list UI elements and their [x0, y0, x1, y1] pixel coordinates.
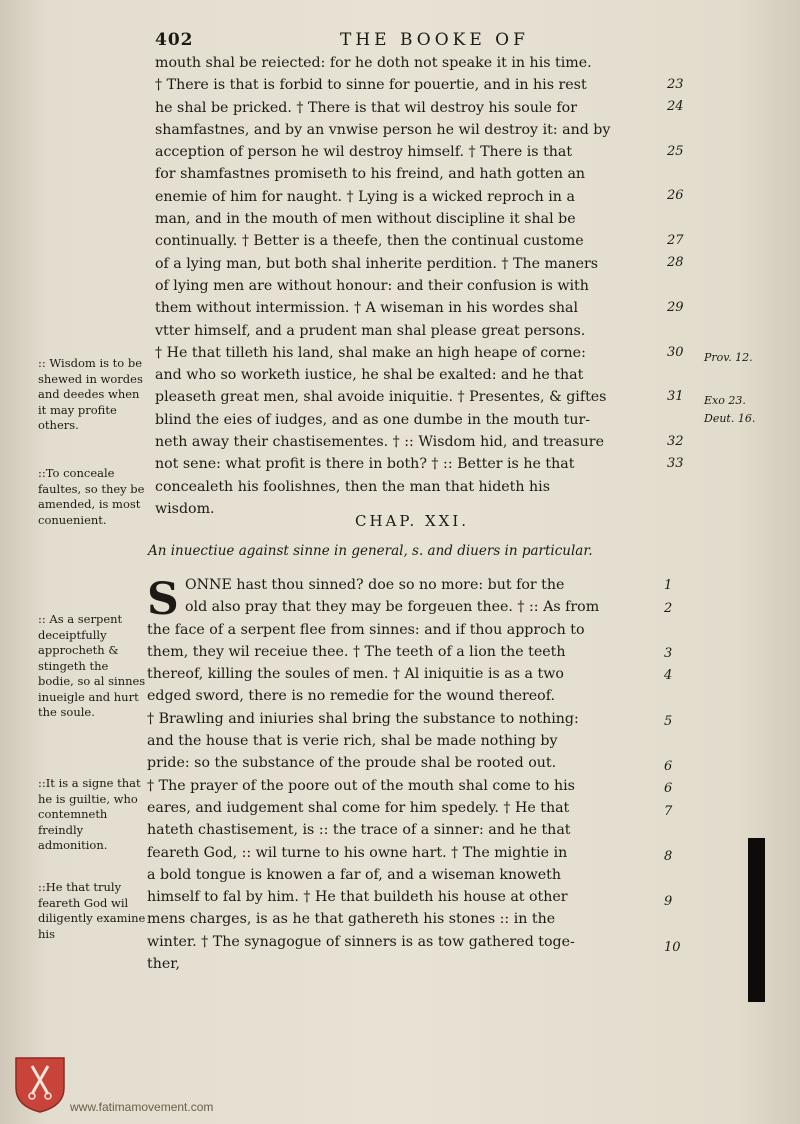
verse-number: 9: [664, 894, 673, 910]
text-line: and the house that is verie rich, shal be made nothing by: [147, 733, 558, 750]
text-line: continually. † Better is a theefe, then the continual custome: [155, 233, 584, 250]
verse-number: 2: [664, 600, 673, 616]
text-line: himself to fal by him. † He that buildeth his house at other: [147, 889, 568, 906]
text-line: a bold tongue is knowen a far of, and a wiseman knoweth: [147, 866, 562, 883]
verse-numbers-chapter: [664, 575, 681, 959]
text-line: pleaseth great men, shal avoide iniquitie. † Presentes, & giftes: [155, 389, 607, 406]
text-line: winter. † The synagogue of sinners is as tow gathered toge-: [147, 933, 575, 950]
verse-number: 24: [667, 99, 684, 115]
verse-number: 8: [664, 849, 673, 865]
cross-reference: Prov. 12.: [704, 351, 753, 364]
papal-seal-icon: [12, 1054, 68, 1114]
page-number: 402: [155, 30, 194, 50]
verse-number: [667, 408, 684, 430]
text-line: the face of a serpent flee from sinnes: and if thou approch to: [147, 621, 585, 638]
text-line: enemie of him for naught. † Lying is a wicked reproch in a: [155, 188, 575, 205]
verse-number: [667, 163, 684, 185]
text-line: them without intermission. † A wiseman in his wordes shal: [155, 300, 579, 317]
text-line: † The prayer of the poore out of the mouth shal come to his: [147, 777, 575, 794]
marginal-note: ::It is a signe that he is guiltie, who contemneth freindly admonition.: [38, 776, 141, 852]
verse-number: 29: [667, 299, 684, 315]
verse-number: 31: [667, 389, 684, 405]
text-line: edged sword, there is no remedie for the wound thereof.: [147, 688, 555, 705]
text-line: † He that tilleth his land, shal make an high heape of corne:: [155, 344, 586, 361]
text-line: pride: so the substance of the proude shal be rooted out.: [147, 755, 557, 772]
verse-number: [667, 119, 684, 141]
cross-reference: Exo 23.: [704, 394, 746, 407]
text-line: man, and in the mouth of men without discipline it shal be: [155, 211, 576, 228]
marginal-note: :: Wisdom is to be shewed in wordes and deedes when it may profite others.: [38, 356, 143, 432]
marginal-note: ::He that truly feareth God wil diligently examine his: [38, 880, 146, 941]
verse-number: 25: [667, 143, 684, 159]
verse-number: 27: [667, 233, 684, 249]
drop-cap: S: [147, 574, 179, 625]
verse-number: 26: [667, 188, 684, 204]
text-line: ther,: [147, 956, 180, 973]
body-text-top: [155, 52, 665, 520]
verse-number: [664, 824, 681, 847]
text-line: for shamfastnes promiseth to his freind, and hath gotten an: [155, 166, 586, 183]
verse-number: [664, 733, 681, 756]
text-line: shamfastnes, and by an vnwise person he wil destroy it: and by: [155, 121, 611, 138]
text-line: wisdom.: [155, 500, 215, 517]
verse-number: 23: [667, 77, 684, 92]
verse-number: 30: [667, 344, 684, 360]
verse-number: 32: [667, 433, 684, 449]
text-line: feareth God, :: wil turne to his owne hart. † The mightie in: [147, 844, 568, 861]
verse-number: 28: [667, 255, 684, 271]
text-line: blind the eies of iudges, and as one dumbe in the mouth tur-: [155, 411, 591, 428]
text-line: vtter himself, and a prudent man shal please great persons.: [155, 322, 586, 339]
chapter-heading: CHAP. XXI.: [355, 512, 470, 530]
verse-number: [664, 914, 681, 937]
text-line: he shal be pricked. † There is that wil destroy his soule for: [155, 99, 578, 116]
text-line: concealeth his foolishnes, then the man that hideth his: [155, 478, 550, 495]
text-line: of a lying man, but both shal inherite perdition. † The maners: [155, 255, 599, 272]
scan-edge-bar: [748, 838, 765, 1002]
text-line: † Brawling and iniuries shal bring the substance to nothing:: [147, 710, 579, 727]
text-line: of lying men are without honour: and their confusion is with: [155, 277, 589, 294]
text-line: old also pray that they may be forgeuen thee. † :: As from: [185, 599, 600, 616]
text-line: † There is that is forbid to sinne for pouertie, and in his rest: [155, 77, 587, 94]
verse-numbers-top: [667, 74, 684, 475]
verse-number: 4: [664, 668, 673, 684]
verse-number: 33: [667, 456, 684, 472]
verse-number: [664, 688, 681, 711]
text-line: mens charges, is as he that gathereth his stones :: in the: [147, 911, 556, 928]
marginal-note: :: As a serpent deceiptfully approcheth & stingeth the bodie, so al sinnes inueigle and hurt the soule.: [38, 612, 146, 719]
text-line: eares, and iudgement shal come for him spedely. † He that: [147, 799, 570, 816]
running-title: THE BOOKE OF: [340, 30, 529, 50]
marginal-note: ::To conceale faultes, so they be amended, is most conuenient.: [38, 466, 145, 527]
verse-number: 10: [664, 939, 681, 955]
verse-number: [664, 620, 681, 643]
verse-number: [667, 275, 684, 297]
text-line: hateth chastisement, is :: the trace of a sinner: and he that: [147, 822, 571, 839]
text-line: ONNE hast thou sinned? doe so no more: but for the: [185, 577, 565, 593]
verse-number: [667, 319, 684, 341]
text-line: neth away their chastisementes. † :: Wisdom hid, and treasure: [155, 434, 604, 451]
chapter-summary: An inuectiue against sinne in general, s. and diuers in particular.: [148, 543, 593, 559]
verse-number: [664, 869, 681, 892]
text-line: and who so worketh iustice, he shal be exalted: and he that: [155, 367, 584, 384]
footer-url: www.fatimamovement.com: [70, 1100, 214, 1114]
verse-number: 5: [664, 713, 673, 729]
page-header: [155, 30, 675, 52]
text-line: thereof, killing the soules of men. † Al iniquitie is as a two: [147, 666, 564, 683]
text-line: mouth shal be reiected: for he doth not speake it in his time.: [155, 55, 592, 71]
text-line: them, they wil receiue thee. † The teeth of a lion the teeth: [147, 643, 566, 660]
verse-number: 6: [664, 781, 673, 797]
body-text-chapter: [147, 574, 667, 975]
text-line: acception of person he wil destroy himself. † There is that: [155, 144, 573, 161]
verse-number: 6: [664, 758, 673, 774]
verse-number: 3: [664, 645, 673, 661]
verse-number: [667, 364, 684, 386]
verse-number: [667, 208, 684, 230]
cross-reference: Deut. 16.: [704, 412, 756, 425]
verse-number: 1: [664, 578, 673, 593]
verse-number: 7: [664, 803, 673, 819]
text-line: not sene: what profit is there in both? † :: Better is he that: [155, 456, 575, 473]
